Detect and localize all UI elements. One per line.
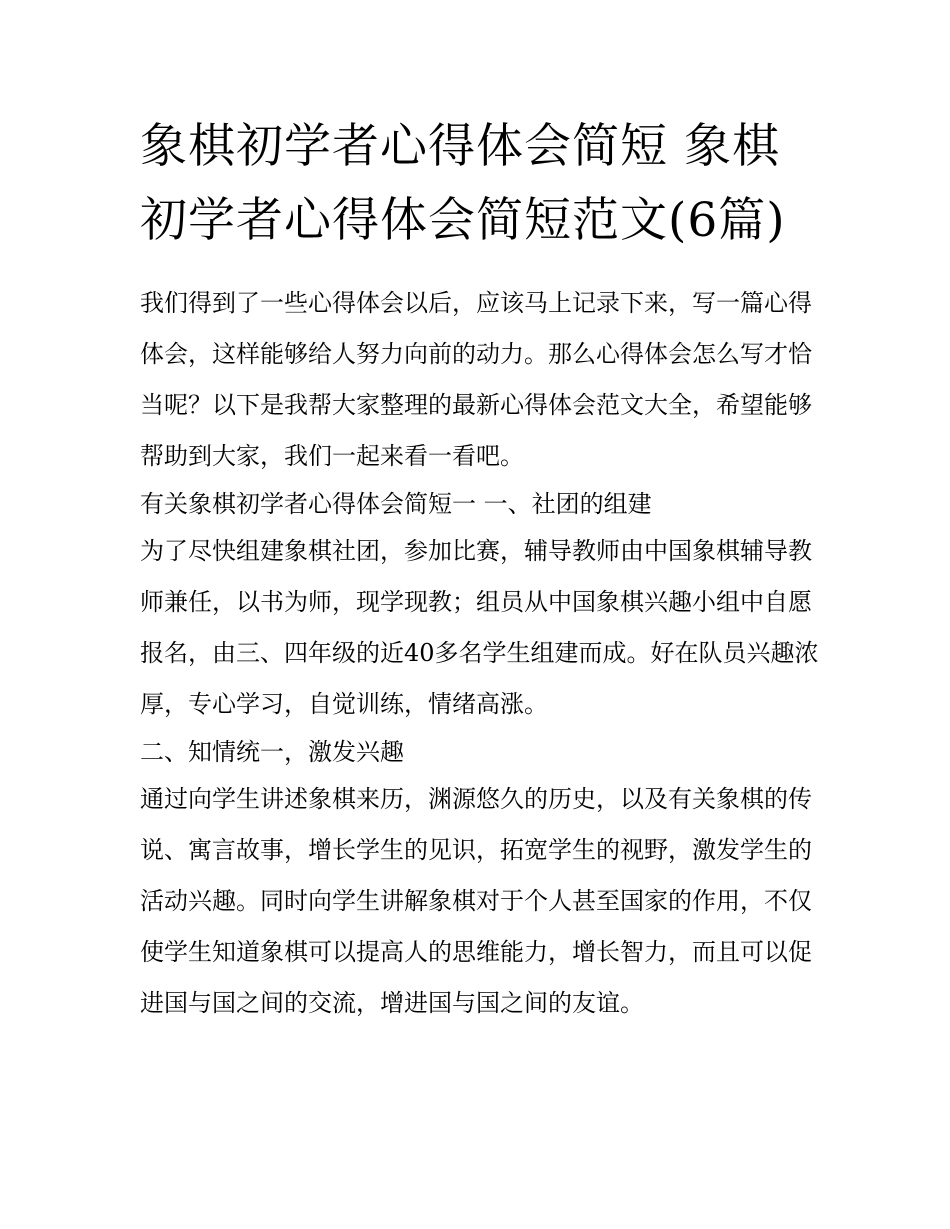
- document-body: [140, 110, 820, 1029]
- intro-paragraph: 我们得到了一些心得体会以后，应该马上记录下来，写一篇心得体会，这样能够给人努力向前的动力。那么心得体会怎么写才恰当呢？以下是我帮大家整理的最新心得体会范文大全，希望能够帮助到大家，我们一起来看一看吧。: [140, 289, 812, 470]
- body-paragraph-1: 为了尽快组建象棋社团，参加比赛，辅导教师由中国象棋辅导教师兼任，以书为师，现学现教；组员从中国象棋兴趣小组中自愿报名，由三、四年级的近40多名学生组建而成。好在队员兴趣浓厚，专心学习，自觉训练，情绪高涨。: [140, 537, 819, 718]
- document-title: 象棋初学者心得体会简短 象棋初学者心得体会简短范文(6篇): [140, 119, 786, 248]
- section-heading-2: 二、知情统一，激发兴趣: [140, 738, 404, 766]
- body-paragraph-2: 通过向学生讲述象棋来历，渊源悠久的历史，以及有关象棋的传说、寓言故事，增长学生的见识，拓宽学生的视野，激发学生的活动兴趣。同时向学生讲解象棋对于个人甚至国家的作用，不仅使学生知道象棋可以提高人的思维能力，增长智力，而且可以促进国与国之间的交流，增进国与国之间的友谊。: [140, 785, 812, 1017]
- section-heading-1: 有关象棋初学者心得体会简短一 一、社团的组建: [140, 490, 652, 518]
